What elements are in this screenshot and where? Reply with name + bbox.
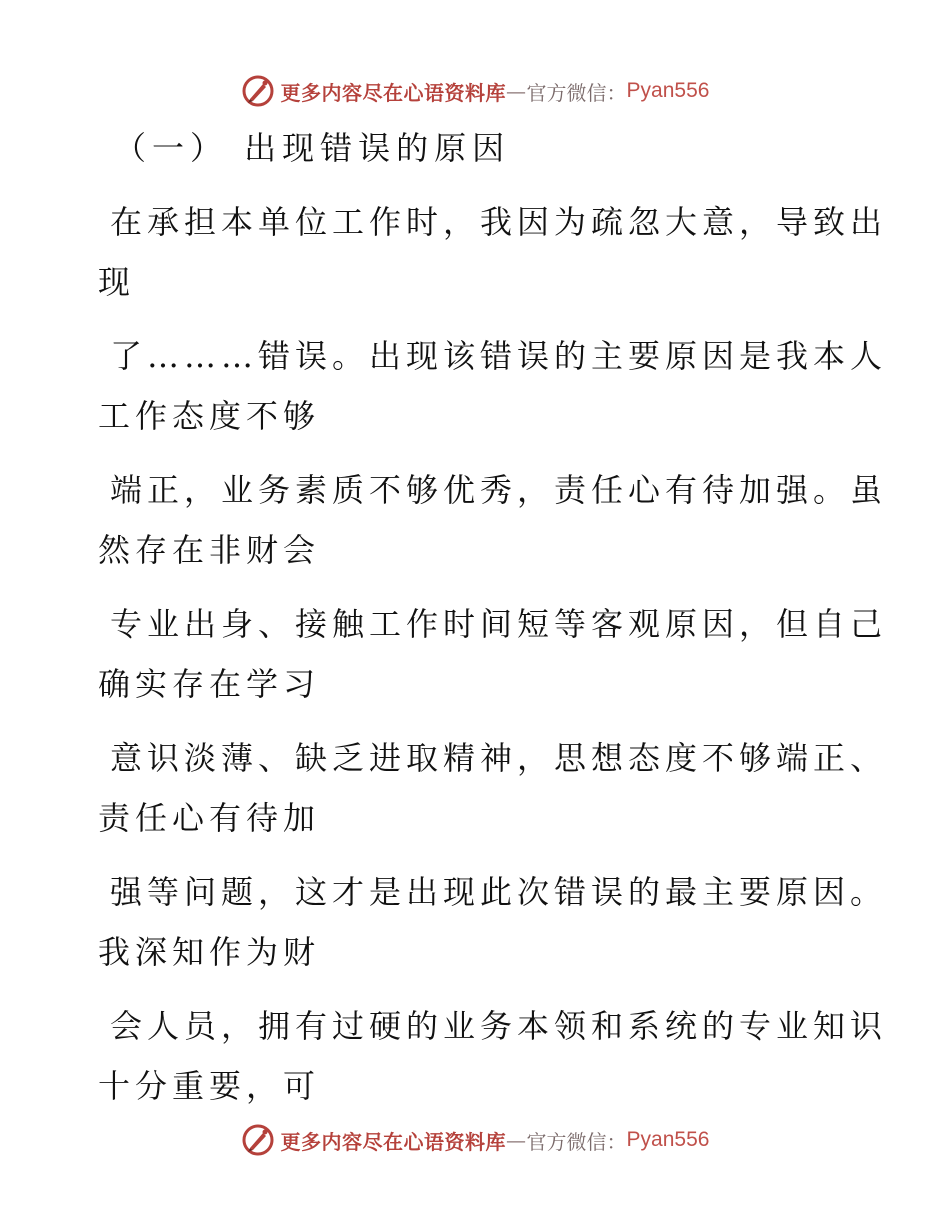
paragraph-line-7	[98, 996, 888, 1116]
line-3-first: 端正，业务素质不够优秀，责任心有待加强。虽	[110, 471, 888, 509]
footer-contact-label: 官方微信：	[526, 1129, 627, 1154]
footer-contact-id: Pyan556	[626, 1128, 710, 1151]
header-banner	[0, 71, 950, 111]
paragraph-line-6	[98, 862, 888, 982]
line-3-second: 然存在非财会	[98, 531, 321, 569]
line-5-first: 意识淡薄、缺乏进取精神，思想态度不够端正、	[110, 739, 888, 777]
line-5-second: 责任心有待加	[98, 799, 321, 837]
line-1-second: 现	[98, 263, 136, 301]
banner-site-text: 更多内容尽在心语资料库	[280, 80, 507, 105]
section-heading: （一） 出现错误的原因	[114, 129, 511, 167]
footer-dash: —	[506, 1128, 527, 1152]
document-body	[98, 118, 888, 1116]
pen-logo-icon	[241, 1123, 275, 1157]
paragraph-line-1	[98, 192, 888, 312]
paragraph-line-2	[98, 326, 888, 446]
line-2-second: 工作态度不够	[98, 397, 321, 435]
paragraph-line-3	[98, 460, 888, 580]
paragraph-line-5	[98, 728, 888, 848]
banner-contact-id: Pyan556	[626, 79, 710, 102]
pen-logo-icon	[241, 74, 275, 108]
line-4-second: 确实存在学习	[98, 665, 321, 703]
line-6-first: 强等问题，这才是出现此次错误的最主要原因。	[110, 873, 888, 911]
footer-site-text: 更多内容尽在心语资料库	[280, 1129, 507, 1154]
footer-banner	[0, 1120, 950, 1160]
banner-dash: —	[506, 79, 527, 103]
line-7-second: 十分重要，可	[98, 1067, 321, 1105]
line-6-second: 我深知作为财	[98, 933, 321, 971]
line-4-first: 专业出身、接触工作时间短等客观原因，但自己	[110, 605, 888, 643]
line-7-first: 会人员，拥有过硬的业务本领和系统的专业知识	[110, 1007, 888, 1045]
banner-contact-label: 官方微信：	[526, 80, 627, 105]
line-1-first: 在承担本单位工作时，我因为疏忽大意，导致出	[110, 203, 888, 241]
paragraph-line-4	[98, 594, 888, 714]
line-2-first: 了………错误。出现该错误的主要原因是我本人	[110, 337, 888, 375]
